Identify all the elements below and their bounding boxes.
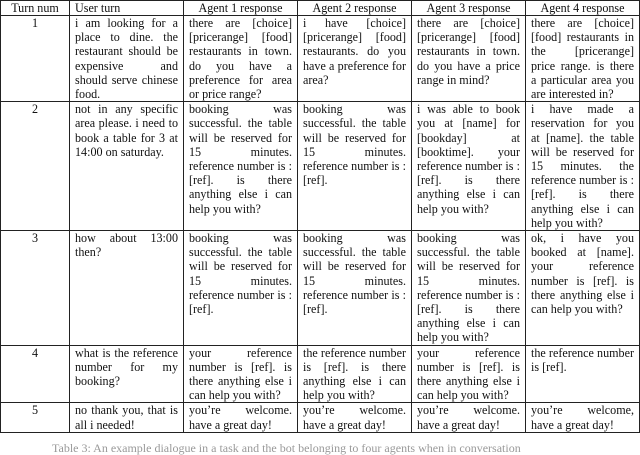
header-agent-2: Agent 2 response: [298, 1, 412, 16]
agent-2-cell: the reference number is [ref]. is there anything else i can help you with?: [298, 345, 412, 403]
user-turn-cell: no thank you, that is all i needed!: [70, 403, 184, 432]
table-row: [1, 403, 640, 432]
user-turn-cell: what is the reference number for my booking?: [70, 345, 184, 403]
turn-number: 4: [1, 345, 70, 403]
agent-4-cell: i have made a reservation for you at [name]. the table will be reserved for 15 minutes. the reference number is : [ref]. is there anything else i can help you with?: [526, 102, 640, 231]
user-turn-cell: not in any specific area please. i need to book a table for 3 at 14:00 on saturday.: [70, 102, 184, 231]
agent-1-cell: booking was successful. the table will be reserved for 15 minutes. reference number is : [ref].: [184, 231, 298, 346]
agent-4-cell: there are [choice] [food] restaurants in the [pricerange] price range. is there a particular area you are interested in?: [526, 16, 640, 102]
header-turn-num: Turn num: [1, 1, 70, 16]
agent-2-cell: you’re welcome. have a great day!: [298, 403, 412, 432]
header-agent-3: Agent 3 response: [412, 1, 526, 16]
agent-2-cell: booking was successful. the table will be reserved for 15 minutes. reference number is : [ref].: [298, 102, 412, 231]
turn-number: 1: [1, 16, 70, 102]
user-turn-cell: i am looking for a place to dine. the restaurant should be expensive and should serve chinese food.: [70, 16, 184, 102]
agent-2-cell: booking was successful. the table will be reserved for 15 minutes. reference number is : [ref].: [298, 231, 412, 346]
header-row: [1, 1, 640, 16]
agent-4-cell: the reference number is [ref].: [526, 345, 640, 403]
agent-1-cell: your reference number is [ref]. is there anything else i can help you with?: [184, 345, 298, 403]
agent-4-cell: you’re welcome, have a great day!: [526, 403, 640, 432]
table-caption: Table 3: An example dialogue in a task and the bot belonging to four agents when in conversation: [52, 441, 521, 455]
table-row: [1, 231, 640, 346]
agent-1-cell: you’re welcome. have a great day!: [184, 403, 298, 432]
turn-number: 2: [1, 102, 70, 231]
table-row: [1, 345, 640, 403]
agent-3-cell: there are [choice] [pricerange] [food] restaurants in town. do you have a price range in mind?: [412, 16, 526, 102]
turn-number: 5: [1, 403, 70, 432]
agent-1-cell: booking was successful. the table will be reserved for 15 minutes. reference number is : [ref]. is there anything else i can help you with?: [184, 102, 298, 231]
agent-1-cell: there are [choice] [pricerange] [food] restaurants in town. do you have a preference for area or price range?: [184, 16, 298, 102]
agent-2-cell: i have [choice] [pricerange] [food] restaurants. do you have a preference for area?: [298, 16, 412, 102]
header-user-turn: User turn: [70, 1, 184, 16]
user-turn-cell: how about 13:00 then?: [70, 231, 184, 346]
header-agent-4: Agent 4 response: [526, 1, 640, 16]
turn-number: 3: [1, 231, 70, 346]
header-agent-1: Agent 1 response: [184, 1, 298, 16]
table-row: [1, 16, 640, 102]
agent-4-cell: ok, i have you booked at [name]. your reference number is [ref]. is there anything else i can help you with?: [526, 231, 640, 346]
agent-3-cell: i was able to book you at [name] for [bookday] at [booktime]. your reference number is : [ref]. is there anything else i can help you with?: [412, 102, 526, 231]
agent-3-cell: your reference number is [ref]. is there anything else i can help you with?: [412, 345, 526, 403]
agent-3-cell: you’re welcome. have a great day!: [412, 403, 526, 432]
agent-3-cell: booking was successful. the table will be reserved for 15 minutes. reference number is : [ref]. is there anything else i can help you with?: [412, 231, 526, 346]
table-row: [1, 102, 640, 231]
